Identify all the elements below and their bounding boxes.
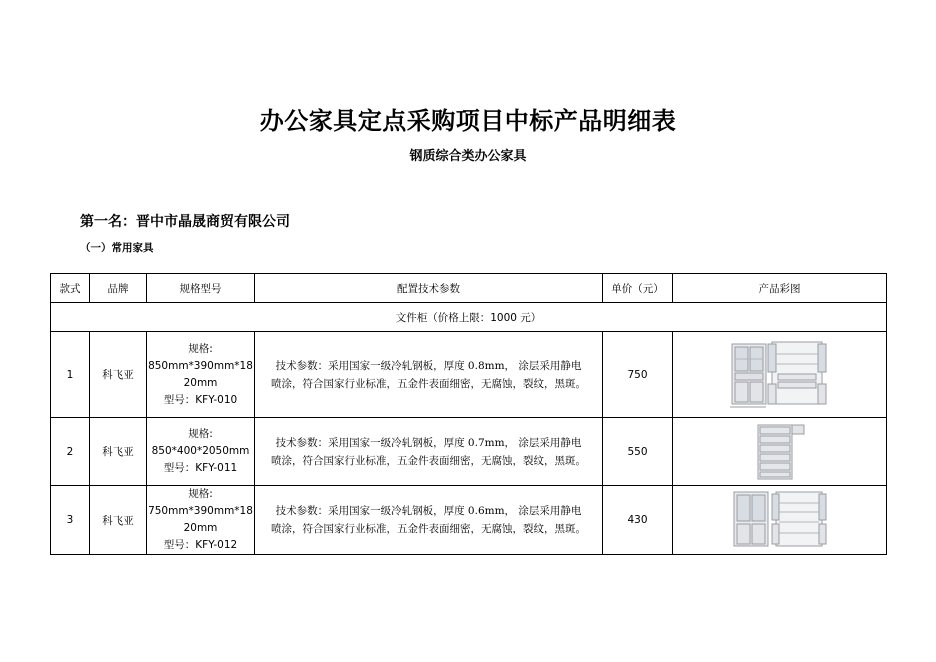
row-image [673, 332, 887, 418]
table-row [51, 486, 887, 555]
glass-door-cabinet-image [730, 490, 830, 550]
double-cabinet-glass-doors-image [728, 340, 832, 410]
section-heading: （一）常用家具 [80, 242, 154, 254]
category-row [51, 303, 887, 332]
table-row [51, 332, 887, 418]
row-tech [255, 332, 603, 418]
spec-dimensions: 750mm*390mm*18 [148, 505, 253, 517]
row-spec [147, 486, 255, 555]
document-title: 办公家具定点采购项目中标产品明细表 [259, 107, 677, 135]
tech-line-1: 技术参数：采用国家一级冷轧钢板，厚度 0.8mm， 涂层采用静电 [275, 359, 582, 372]
row-tech [255, 486, 603, 555]
row-price: 550 [603, 418, 673, 486]
row-spec [147, 418, 255, 486]
spec-dimensions-cont: 20mm [183, 376, 218, 389]
header-spec: 规格型号 [147, 274, 255, 303]
spec-model: 型号：KFY-012 [163, 539, 238, 551]
header-price: 单价（元） [603, 274, 673, 303]
product-table [50, 273, 887, 555]
row-tech [255, 418, 603, 486]
spec-label: 规格: [188, 428, 213, 440]
header-tech: 配置技术参数 [255, 274, 603, 303]
tech-line-1: 技术参数：采用国家一级冷轧钢板，厚度 0.7mm， 涂层采用静电 [275, 436, 582, 449]
header-brand: 品牌 [90, 274, 147, 303]
tech-line-2: 喷涂，符合国家行业标准，五金件表面细密，无腐蚀，裂纹，黑斑。 [271, 377, 586, 390]
company-heading: 第一名：晋中市晶晟商贸有限公司 [80, 214, 290, 230]
spec-model: 型号：KFY-010 [163, 393, 238, 406]
tech-line-2: 喷涂，符合国家行业标准，五金件表面细密，无腐蚀，裂纹，黑斑。 [271, 454, 586, 467]
spec-label: 规格: [188, 342, 213, 355]
table-row [51, 418, 887, 486]
category-label: 文件柜（价格上限：1000 元） [51, 303, 887, 332]
row-image [673, 418, 887, 486]
tech-line-1: 技术参数：采用国家一级冷轧钢板，厚度 0.6mm， 涂层采用静电 [275, 505, 582, 517]
header-style: 款式 [51, 274, 90, 303]
spec-dimensions: 850mm*390mm*18 [148, 359, 253, 372]
row-price: 750 [603, 332, 673, 418]
spec-dimensions: 850*400*2050mm [151, 445, 250, 457]
row-spec [147, 332, 255, 418]
row-brand: 科飞亚 [90, 332, 147, 418]
spec-model: 型号：KFY-011 [163, 462, 238, 474]
row-price: 430 [603, 486, 673, 555]
row-brand: 科飞亚 [90, 418, 147, 486]
spec-label: 规格: [188, 488, 213, 500]
tech-line-2: 喷涂，符合国家行业标准，五金件表面细密，无腐蚀，裂纹，黑斑。 [271, 523, 586, 535]
row-number: 1 [51, 332, 90, 418]
spec-dimensions-cont: 20mm [183, 522, 218, 534]
row-brand: 科飞亚 [90, 486, 147, 555]
row-number: 3 [51, 486, 90, 555]
document-subtitle: 钢质综合类办公家具 [409, 149, 527, 164]
table-header-row [51, 274, 887, 303]
row-image [673, 486, 887, 555]
row-number: 2 [51, 418, 90, 486]
header-image: 产品彩图 [673, 274, 887, 303]
locker-cabinet-image [750, 423, 810, 481]
